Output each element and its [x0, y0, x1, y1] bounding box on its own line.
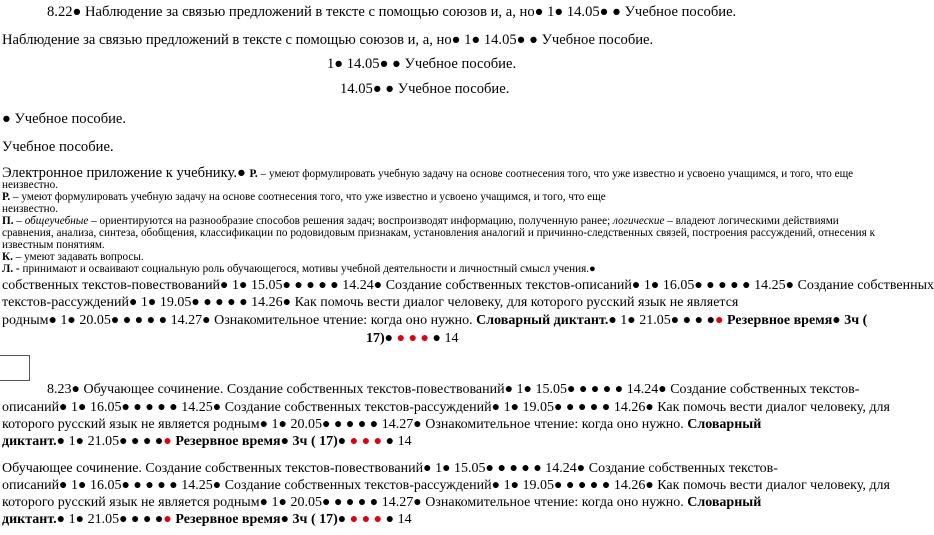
bold-span: 17): [366, 331, 385, 346]
bold-span: Резервное время: [723, 313, 833, 328]
text-line: [2, 418, 761, 432]
bold-span: ● 3ч ( 17): [280, 434, 338, 449]
text-line: 14.05● ● Учебное пособие.: [340, 81, 510, 97]
heading-line: 8.22● Наблюдение за связью предложений в тексте с помощью союзов и, а, но● 1● 14.05● ● Учебное пособие.: [47, 4, 737, 20]
text-span: Л. -: [2, 263, 20, 275]
bold-span: ● 3ч ( 17): [280, 512, 338, 527]
text-span: Р.: [2, 191, 11, 203]
red-bullet: ●: [163, 512, 172, 527]
text-line: неизвестно.: [2, 179, 59, 191]
text-span: ● 14: [429, 331, 459, 346]
text-line: [2, 264, 596, 275]
text-span: П.: [2, 215, 14, 227]
bold-span: Словарный диктант.: [476, 313, 609, 328]
text-line: 1● 14.05● ● Учебное пособие.: [327, 56, 517, 72]
text-line: текстов-рассуждений● 1● 19.05● ● ● ● ● 14.26● Как помочь вести диалог человеку, для которого русский язык не является: [2, 295, 739, 310]
text-span: ● 1● 21.05● ● ● ●: [56, 512, 164, 527]
text-span: принимают и осваивают социальную роль обучающегося, мотивы учебной деятельности и личностный смысл учения.●: [19, 263, 596, 275]
text-span: родным● 1● 20.05● ● ● ● ● 14.27● Ознакомительное чтение: когда оно нужно.: [2, 313, 477, 328]
text-line: неизвестно.: [2, 203, 59, 215]
text-line: Учебное пособие.: [2, 139, 114, 155]
text-line: описаний● 1● 16.05● ● ● ● ● 14.25● Создание собственных текстов-рассуждений● 1● 19.05● ● ● ● ● 14.26● Как помочь вести диалог человеку, для: [2, 478, 890, 493]
red-bullet: ●: [715, 313, 724, 328]
text-line: 8.23● Обучающее сочинение. Создание собственных текстов-повествований● 1● 15.05● ● ● ● ● 14.24● Создание собственных текстов-: [47, 382, 860, 397]
text-line: [2, 496, 761, 510]
text-span: – ориентируются на разнообразие способов решения задач; воспроизводят информацию, полученную ранее;: [88, 215, 613, 227]
empty-box: [0, 355, 30, 381]
red-bullet: ●: [163, 434, 172, 449]
red-bullets: ● ● ●: [349, 434, 383, 449]
text-line: сравнения, анализа, синтеза, обобщения, классификации по родовидовым признакам, установления аналогий и причинно-следственных связей, построения рассуждений, отнесения к: [2, 227, 876, 239]
text-line: [366, 332, 458, 346]
red-bullets: ● ● ●: [396, 331, 430, 346]
bold-span: ● 3ч (: [832, 313, 868, 328]
text-span: которого русский язык не является родным● 1● 20.05● ● ● ● ● 14.27● Ознакомительное чтение: когда оно нужно.: [2, 417, 688, 432]
text-line: [2, 314, 867, 328]
text-span: ● 14: [382, 512, 412, 527]
text-span: Р.: [249, 168, 258, 180]
text-line: ● Учебное пособие.: [2, 111, 127, 127]
text-span: – умеют задавать вопросы.: [12, 251, 144, 263]
text-span: –: [13, 215, 25, 227]
text-span: ● 14: [382, 434, 412, 449]
text-span: – владеют логическими действиями: [664, 215, 839, 227]
bold-span: Словарный: [687, 495, 762, 510]
text-line: [2, 435, 412, 449]
text-span: ●: [384, 331, 397, 346]
text-line: [2, 513, 412, 527]
text-line: [2, 252, 144, 263]
text-span: – умеют формулировать учебную задачу на основе соотнесения того, что уже известно и усвоено учащимся, и того, что еще: [10, 191, 606, 203]
red-bullets: ● ● ●: [349, 512, 383, 527]
bold-span: Резервное время: [171, 512, 281, 527]
text-line: Обучающее сочинение. Создание собственных текстов-повествований● 1● 15.05● ● ● ● ● 14.24● Создание собственных текстов-: [2, 461, 778, 476]
text-line: известным понятиям.: [2, 239, 105, 251]
bold-span: Резервное время: [171, 434, 281, 449]
text-line: описаний● 1● 16.05● ● ● ● ● 14.25● Создание собственных текстов-рассуждений● 1● 19.05● ● ● ● ● 14.26● Как помочь вести диалог человеку, для: [2, 400, 890, 415]
text-line: Наблюдение за связью предложений в тексте с помощью союзов и, а, но● 1● 14.05● ● Учебное пособие.: [2, 32, 654, 48]
bold-span: диктант.: [2, 434, 57, 449]
text-span: ●: [337, 512, 350, 527]
text-line: [2, 165, 853, 181]
bold-span: Словарный: [687, 417, 762, 432]
text-span: ● 1● 21.05● ● ● ●: [608, 313, 716, 328]
text-span: которого русский язык не является родным● 1● 20.05● ● ● ● ● 14.27● Ознакомительное чтение: когда оно нужно.: [2, 495, 688, 510]
text-span: ●: [337, 434, 350, 449]
text-span: Электронное приложение к учебнику.●: [2, 165, 250, 181]
text-span: – умеют формулировать учебную задачу на основе соотнесения того, что уже известно и усвоено учащимся, и того, что еще: [257, 168, 854, 180]
bold-span: диктант.: [2, 512, 57, 527]
text-span: логические: [613, 215, 665, 227]
text-span: К.: [2, 251, 13, 263]
text-line: собственных текстов-повествований● 1● 15.05● ● ● ● ● 14.24● Создание собственных текстов-описаний● 1● 16.05● ● ● ● ● 14.25● Создание собственных: [2, 278, 934, 293]
text-line: [2, 216, 839, 227]
text-span: ● 1● 21.05● ● ● ●: [56, 434, 164, 449]
text-line: [2, 192, 606, 203]
text-span: общеучебные: [24, 215, 89, 227]
